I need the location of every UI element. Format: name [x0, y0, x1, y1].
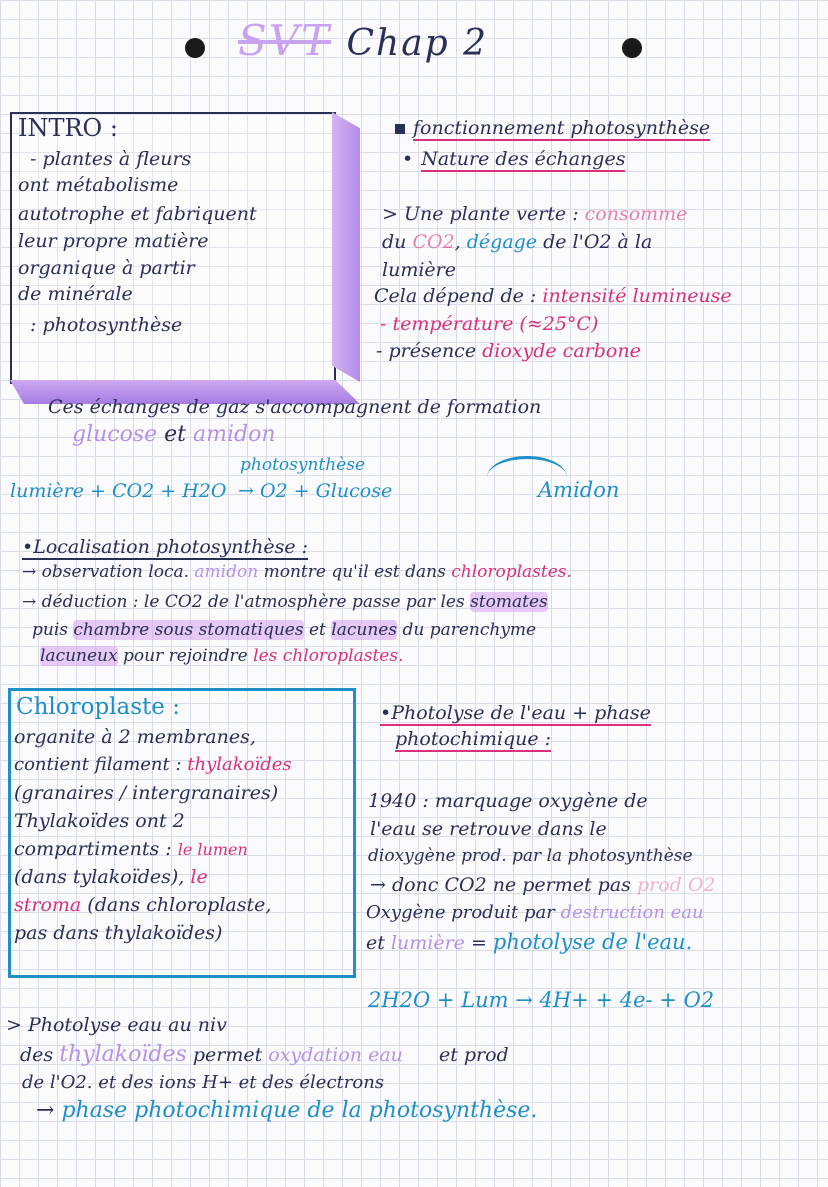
chloro-line-8: pas dans thylakoïdes): [14, 922, 223, 944]
formation-amidon: amidon: [193, 422, 276, 447]
loc-lacuneux: lacuneux: [40, 646, 118, 666]
exchanges-degage: dégage: [466, 231, 538, 253]
exchanges-co2: CO2: [412, 231, 455, 253]
localisation-line-1: [22, 562, 572, 582]
square-bullet-icon: [395, 124, 405, 134]
chloroplaste-heading: Chloroplaste :: [16, 694, 180, 720]
chloro-stroma: stroma: [14, 894, 82, 916]
photolyse-line-1: 1940 : marquage oxygène de: [368, 790, 648, 812]
localisation-line-3: [32, 620, 536, 640]
title-subject: SVT: [238, 16, 332, 65]
chloro-dans-chloroplaste: (dans chloroplaste,: [81, 894, 272, 916]
intro-line-1: - plantes à fleurs: [30, 148, 192, 170]
exchanges-line-4: [374, 285, 732, 307]
photolyse-heading-1: •Photolyse de l'eau + phase: [380, 702, 651, 724]
page-title: [238, 16, 488, 65]
exchanges-line-5: - température (≈25°C): [380, 313, 599, 335]
loc-les-chloroplastes: les chloroplastes.: [253, 646, 404, 666]
intro-heading: INTRO :: [18, 114, 118, 142]
conclusion-et-prod: et prod: [432, 1044, 509, 1066]
conclusion-line-1: > Photolyse eau au niv: [6, 1014, 227, 1036]
conclusion-permet: permet: [186, 1044, 269, 1066]
equation-amidon: Amidon: [538, 478, 620, 502]
chloro-thylakoides: thylakoïdes: [187, 754, 292, 775]
formation-et: et: [157, 422, 194, 447]
loc-amidon: amidon: [194, 562, 259, 582]
loc-stomates: stomates: [470, 592, 548, 612]
equation-right: → O2 + Glucose: [238, 480, 393, 502]
chloro-line-4: Thylakoïdes ont 2: [14, 810, 185, 832]
photolyse-line-3: dioxygène prod. par la photosynthèse: [368, 846, 693, 866]
conclusion-oxydation: oxydation eau: [268, 1044, 403, 1066]
conclusion-line-4: [36, 1098, 537, 1123]
loc-chambre: chambre sous stomatiques: [73, 620, 304, 640]
loc-chloroplastes: chloroplastes.: [451, 562, 572, 582]
title-chapter: Chap 2: [346, 23, 489, 64]
photolyse-lumiere: lumière: [390, 932, 465, 954]
loc-parenchyme: du parenchyme: [397, 620, 537, 640]
photolyse-line-2: l'eau se retrouve dans le: [370, 818, 607, 840]
exchanges-line-2: [382, 231, 652, 253]
conclusion-des: des: [20, 1044, 60, 1066]
bullet-fonctionnement-text: fonctionnement photosynthèse: [413, 117, 711, 139]
loc-puis: puis: [32, 620, 74, 640]
loc-et: et: [303, 620, 332, 640]
loc-montre: montre qu'il est dans: [258, 562, 452, 582]
exchanges-depend: Cela dépend de :: [374, 285, 543, 307]
photolyse-photolyse: photolyse de l'eau.: [492, 930, 693, 954]
equation-left: lumière + CO2 + H2O: [10, 480, 227, 502]
intro-line-2: ont métabolisme: [18, 174, 179, 196]
intro-line-6: de minérale: [18, 283, 133, 305]
exchanges-line-1: [382, 203, 687, 225]
exchanges-intensite: intensité lumineuse: [542, 285, 732, 307]
formation-line-1: Ces échanges de gaz s'accompagnent de formation: [48, 396, 542, 418]
chloro-line-1: organite à 2 membranes,: [14, 726, 256, 748]
exchanges-line-6: [376, 340, 641, 362]
intro-line-3: autotrophe et fabriquent: [18, 203, 257, 225]
formation-glucose: glucose: [72, 422, 158, 447]
localisation-heading: •Localisation photosynthèse :: [22, 536, 309, 558]
conclusion-line-3: de l'O2. et des ions H+ et des électrons: [22, 1072, 385, 1093]
punch-hole-left: [185, 38, 205, 58]
chloro-line-3: (granaires / intergranaires): [14, 782, 279, 804]
intro-line-4: leur propre matière: [18, 230, 209, 252]
chloro-line-7: [14, 894, 271, 916]
localisation-line-4: [40, 646, 403, 666]
chloro-dans-tylakoides: (dans tylakoïdes),: [14, 866, 191, 888]
photolyse-equation: 2H2O + Lum → 4H+ + 4e- + O2: [368, 988, 715, 1012]
formation-line-2: [72, 422, 276, 447]
photolyse-oxygene: Oxygène produit par: [366, 902, 561, 923]
intro-line-5: organique à partir: [18, 257, 195, 279]
chloro-line-2: [14, 754, 292, 775]
exchanges-du: du: [382, 231, 413, 253]
loc-observation: → observation loca.: [22, 562, 195, 582]
chloro-contient: contient filament :: [14, 754, 188, 775]
chloro-compartiments: compartiments :: [14, 838, 178, 860]
photolyse-equals: =: [464, 932, 493, 954]
photolyse-line-4: [370, 874, 716, 896]
photolyse-line-6: [366, 930, 692, 954]
chloro-line-6: [14, 866, 208, 888]
conclusion-phase: phase photochimique de la photosynthèse.: [61, 1098, 538, 1123]
conclusion-thylakoides: thylakoïdes: [59, 1042, 187, 1067]
chloro-lumen: le lumen: [177, 840, 248, 859]
exchanges-de-o2: de l'O2 à la: [537, 231, 653, 253]
loc-rejoindre: pour rejoindre: [117, 646, 254, 666]
exchanges-presence: - présence: [376, 340, 483, 362]
photolyse-line-5: [366, 902, 704, 923]
bullet-nature-text: Nature des échanges: [421, 148, 626, 170]
photolyse-destruction: destruction eau: [560, 902, 704, 923]
exchanges-line-1-text: > Une plante verte :: [382, 203, 585, 225]
intro-box-side: [332, 112, 360, 382]
bullet-fonctionnement: [395, 117, 710, 139]
photolyse-heading-2: photochimique :: [395, 728, 552, 750]
conclusion-arrow: →: [36, 1098, 62, 1123]
chloro-le: le: [190, 866, 208, 888]
punch-hole-right: [622, 38, 642, 58]
bullet-nature: [402, 148, 625, 170]
exchanges-line-3: lumière: [382, 259, 456, 281]
chloro-line-5: [14, 838, 248, 860]
photolyse-prod-o2: prod O2: [636, 874, 716, 896]
photolyse-donc: → donc CO2 ne permet pas: [370, 874, 637, 896]
equation-label: photosynthèse: [240, 455, 366, 475]
exchanges-comma: ,: [454, 231, 467, 253]
exchanges-consomme: consomme: [584, 203, 688, 225]
photolyse-et: et: [366, 932, 391, 954]
loc-deduction: → déduction : le CO2 de l'atmosphère passe par les: [22, 592, 471, 612]
loc-lacunes: lacunes: [331, 620, 398, 640]
localisation-line-2: [22, 592, 548, 612]
intro-line-7: : photosynthèse: [30, 314, 183, 336]
dot-bullet-icon: •: [402, 148, 414, 170]
exchanges-dioxyde: dioxyde carbone: [482, 340, 641, 362]
conclusion-line-2: [20, 1042, 509, 1067]
